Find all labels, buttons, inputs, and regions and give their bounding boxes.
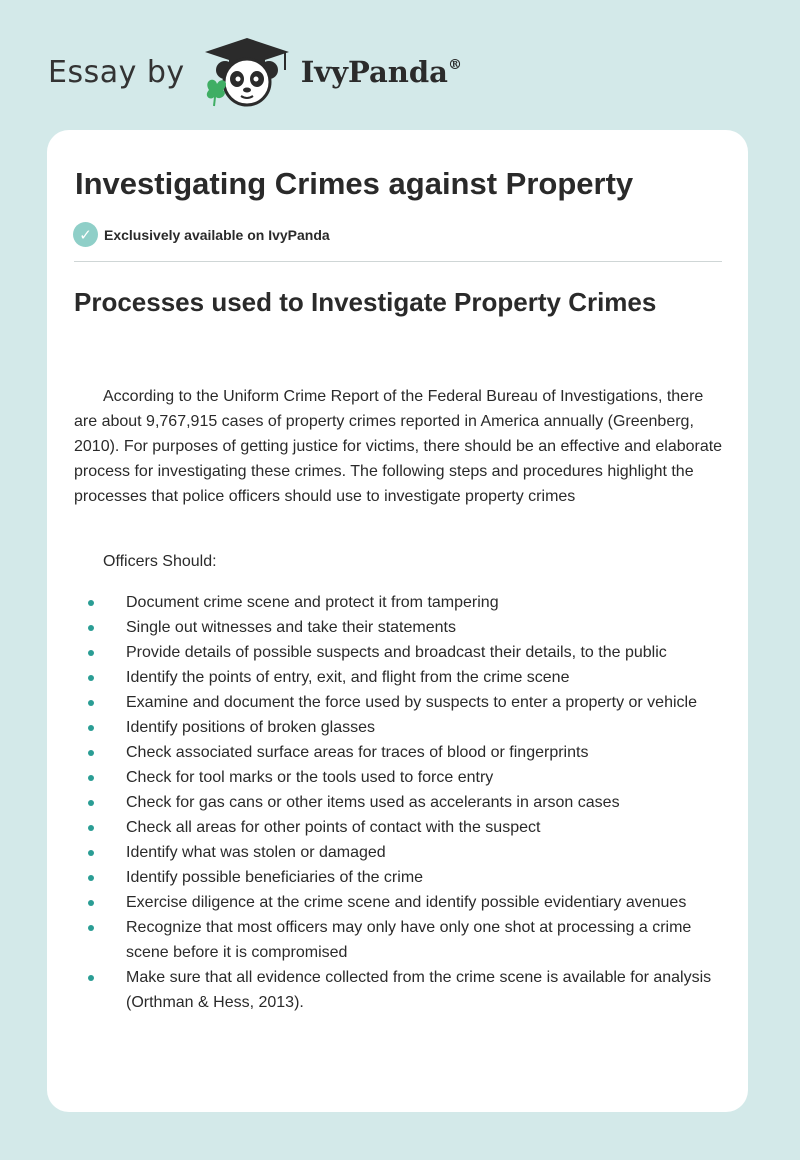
list-item: Identify the points of entry, exit, and flight from the crime scene bbox=[74, 665, 734, 690]
bullet-dot-icon bbox=[88, 625, 94, 631]
bullet-dot-icon bbox=[88, 675, 94, 681]
list-item: Identify what was stolen or damaged bbox=[74, 840, 734, 865]
section-heading: Processes used to Investigate Property Crimes bbox=[74, 287, 657, 317]
list-item: Recognize that most officers may only have only one shot at processing a crime scene before it is compromised bbox=[74, 915, 734, 965]
bullet-dot-icon bbox=[88, 900, 94, 906]
bullet-dot-icon bbox=[88, 875, 94, 881]
list-item: Check for tool marks or the tools used to force entry bbox=[74, 765, 734, 790]
bullet-dot-icon bbox=[88, 800, 94, 806]
intro-paragraph: According to the Uniform Crime Report of the Federal Bureau of Investigations, there are about 9,767,915 cases of property crimes reported in America annually (Greenberg, 2010). For purposes of getting justice for victims, there should be an effective and elaborate process for investigating these crimes. The following steps and procedures highlight the processes that police officers should use to investigate property crimes bbox=[74, 388, 723, 505]
exclusive-badge bbox=[73, 222, 330, 247]
bullet-dot-icon bbox=[88, 975, 94, 981]
list-item: Identify possible beneficiaries of the crime bbox=[74, 865, 734, 890]
bullet-dot-icon bbox=[88, 775, 94, 781]
list-item: Check associated surface areas for traces of blood or fingerprints bbox=[74, 740, 734, 765]
list-item: Examine and document the force used by suspects to enter a property or vehicle bbox=[74, 690, 734, 715]
article-card bbox=[47, 130, 748, 1112]
divider bbox=[74, 261, 722, 262]
page-title: Investigating Crimes against Property bbox=[75, 166, 634, 201]
bullet-dot-icon bbox=[88, 925, 94, 931]
bullet-dot-icon bbox=[88, 850, 94, 856]
check-icon: ✓ bbox=[73, 222, 98, 247]
list-item: Document crime scene and protect it from tampering bbox=[74, 590, 734, 615]
list-lead: Officers Should: bbox=[103, 553, 217, 570]
list-item: Identify positions of broken glasses bbox=[74, 715, 734, 740]
bullet-dot-icon bbox=[88, 650, 94, 656]
list-item: Exercise diligence at the crime scene and identify possible evidentiary avenues bbox=[74, 890, 734, 915]
bullet-dot-icon bbox=[88, 700, 94, 706]
list-item: Check all areas for other points of contact with the suspect bbox=[74, 815, 734, 840]
brand-name[interactable]: IvyPanda® bbox=[300, 55, 462, 89]
essay-by-label: Essay by bbox=[48, 54, 185, 90]
badge-label: Exclusively available on IvyPanda bbox=[104, 226, 330, 243]
list-item: Make sure that all evidence collected from the crime scene is available for analysis (Orthman & Hess, 2013). bbox=[74, 965, 734, 1015]
list-item: Single out witnesses and take their statements bbox=[74, 615, 734, 640]
list-item: Provide details of possible suspects and broadcast their details, to the public bbox=[74, 640, 734, 665]
site-header bbox=[48, 36, 462, 108]
bullet-dot-icon bbox=[88, 825, 94, 831]
bullet-dot-icon bbox=[88, 725, 94, 731]
officer-steps-list bbox=[74, 590, 734, 1015]
bullet-dot-icon bbox=[88, 600, 94, 606]
registered-mark: ® bbox=[447, 57, 462, 73]
bullet-dot-icon bbox=[88, 750, 94, 756]
list-item: Check for gas cans or other items used as accelerants in arson cases bbox=[74, 790, 734, 815]
panda-graduate-icon bbox=[201, 36, 293, 108]
